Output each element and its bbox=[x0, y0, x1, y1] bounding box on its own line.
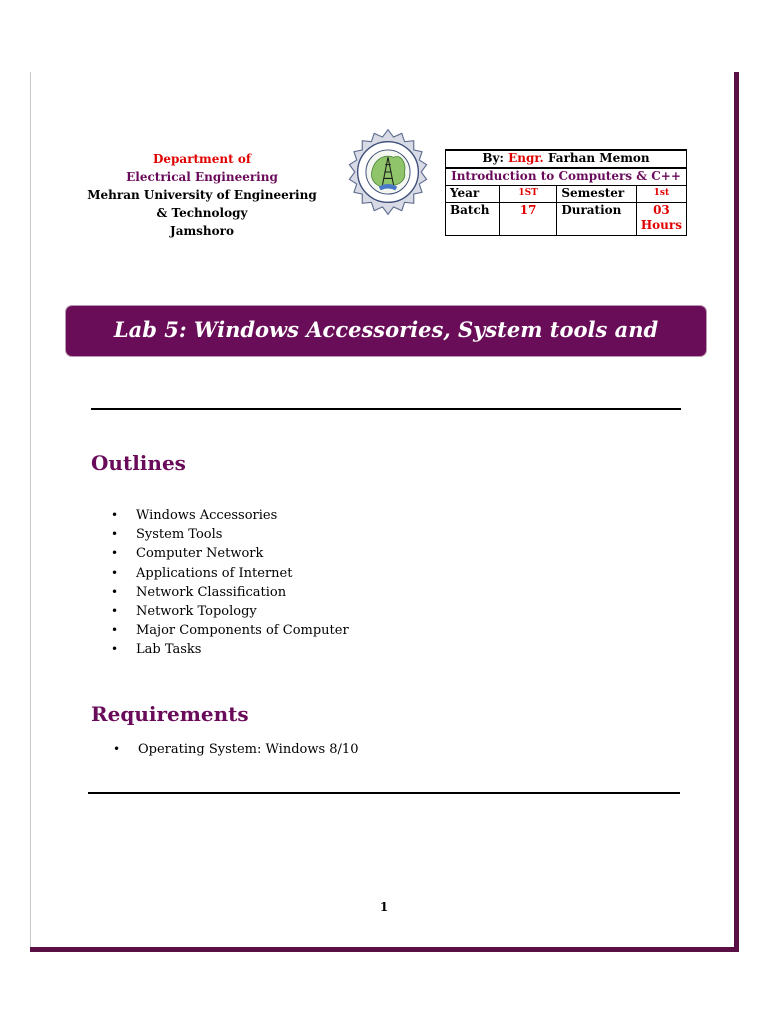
bullet-icon: • bbox=[111, 642, 119, 657]
list-item bbox=[111, 621, 349, 640]
year-value: 1ST bbox=[499, 186, 556, 203]
author-title: Engr. bbox=[508, 151, 544, 165]
department-line2: Electrical Engineering bbox=[126, 170, 278, 184]
list-item bbox=[111, 583, 349, 602]
list-item-text: Lab Tasks bbox=[136, 642, 202, 658]
outlines-list bbox=[111, 506, 349, 660]
list-item-text: Network Classification bbox=[136, 584, 287, 600]
list-item bbox=[113, 740, 358, 759]
author-cell bbox=[446, 150, 687, 168]
university-seal-icon bbox=[342, 126, 434, 218]
page-border-left bbox=[30, 72, 31, 950]
course-name: Introduction to Computers & C++ bbox=[446, 168, 687, 186]
bullet-icon: • bbox=[111, 565, 119, 580]
list-item bbox=[111, 544, 349, 563]
bullet-icon: • bbox=[111, 527, 119, 542]
semester-value: 1st bbox=[636, 186, 686, 203]
list-item bbox=[111, 602, 349, 621]
university-line2: & Technology bbox=[156, 206, 248, 220]
requirements-heading: Requirements bbox=[91, 702, 249, 726]
list-item-text: Windows Accessories bbox=[136, 508, 278, 523]
author-name: Farhan Memon bbox=[547, 151, 650, 165]
bullet-icon: • bbox=[111, 603, 119, 618]
page-number: 1 bbox=[379, 900, 389, 914]
duration-value-line1: 03 bbox=[653, 203, 670, 217]
semester-label: Semester bbox=[557, 186, 637, 203]
course-info-table bbox=[445, 149, 687, 236]
university-line3: Jamshoro bbox=[170, 224, 234, 238]
list-item-text: Applications of Internet bbox=[136, 565, 293, 581]
duration-label: Duration bbox=[557, 203, 637, 236]
list-item bbox=[111, 506, 349, 525]
list-item bbox=[111, 640, 349, 659]
batch-value: 17 bbox=[499, 203, 556, 236]
list-item bbox=[111, 564, 349, 583]
year-label: Year bbox=[446, 186, 500, 203]
list-item-text: Computer Network bbox=[136, 546, 264, 562]
duration-value bbox=[636, 203, 686, 236]
list-item-text: Network Topology bbox=[136, 603, 257, 619]
page-border-right bbox=[734, 72, 739, 952]
bullet-icon: • bbox=[111, 546, 119, 561]
divider-top bbox=[91, 408, 681, 410]
list-item-text: Operating System: Windows 8/10 bbox=[138, 742, 359, 757]
list-item-text: Major Components of Computer bbox=[136, 623, 349, 639]
divider-bottom bbox=[88, 792, 680, 794]
department-line1: Department of bbox=[152, 152, 251, 166]
page-border-bottom bbox=[30, 947, 739, 952]
duration-value-line2: Hours bbox=[640, 218, 682, 232]
bullet-icon: • bbox=[111, 508, 119, 522]
list-item-text: System Tools bbox=[136, 527, 223, 543]
university-line1: Mehran University of Engineering bbox=[87, 188, 317, 202]
bullet-icon: • bbox=[111, 623, 119, 638]
lab-title-banner: Lab 5: Windows Accessories, System tools and Networks bbox=[66, 306, 706, 356]
bullet-icon: • bbox=[111, 584, 119, 599]
requirements-list bbox=[113, 740, 358, 759]
outlines-heading: Outlines bbox=[91, 451, 186, 475]
author-label: By: bbox=[482, 151, 504, 165]
bullet-icon: • bbox=[113, 742, 121, 756]
batch-label: Batch bbox=[446, 203, 500, 236]
department-block bbox=[86, 150, 318, 240]
list-item bbox=[111, 525, 349, 544]
